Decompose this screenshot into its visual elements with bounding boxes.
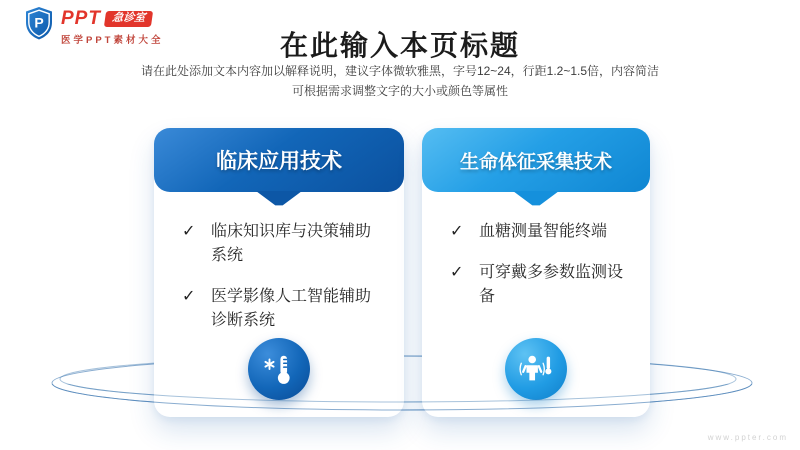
thermometer-snowflake-icon <box>248 338 310 400</box>
page-title: 在此输入本页标题 <box>279 30 520 61</box>
page-subtitle <box>50 62 750 102</box>
check-icon: ✓ <box>182 288 196 305</box>
bullet-list <box>422 220 650 309</box>
svg-text:P: P <box>34 14 44 31</box>
brand-badge: 急诊室 <box>104 11 153 27</box>
list-item <box>154 220 404 268</box>
card-notch <box>256 191 302 206</box>
card-vital-signs <box>422 128 650 417</box>
list-item <box>422 261 650 309</box>
card-clinical-application <box>154 128 404 417</box>
patient-fever-icon <box>505 338 567 400</box>
list-item <box>154 285 404 333</box>
list-item-text: 可穿戴多参数监测设备 <box>479 264 624 305</box>
brand-tagline: 医学PPT素材大全 <box>61 35 164 46</box>
check-icon: ✓ <box>450 264 464 281</box>
check-icon: ✓ <box>182 223 196 240</box>
watermark-url: www.ppter.com <box>707 433 788 442</box>
list-item-text: 临床知识库与决策辅助系统 <box>211 223 372 264</box>
card-title-clinical: 临床应用技术 <box>154 128 404 192</box>
card-notch <box>513 191 559 206</box>
subtitle-line-1: 请在此处添加文本内容加以解释说明，建议字体微软雅黑，字号12~24，行距1.2~1.5倍，内容简洁 <box>140 64 660 78</box>
list-item-text: 血糖测量智能终端 <box>479 223 608 240</box>
list-item-text: 医学影像人工智能辅助诊断系统 <box>211 288 372 329</box>
card-title-vital-signs: 生命体征采集技术 <box>422 128 650 192</box>
brand-name: PPT <box>61 8 101 29</box>
check-icon: ✓ <box>450 223 464 240</box>
subtitle-line-2: 可根据需求调整文字的大小或颜色等属性 <box>291 83 508 98</box>
bullet-list <box>154 220 404 333</box>
list-item <box>422 220 650 244</box>
